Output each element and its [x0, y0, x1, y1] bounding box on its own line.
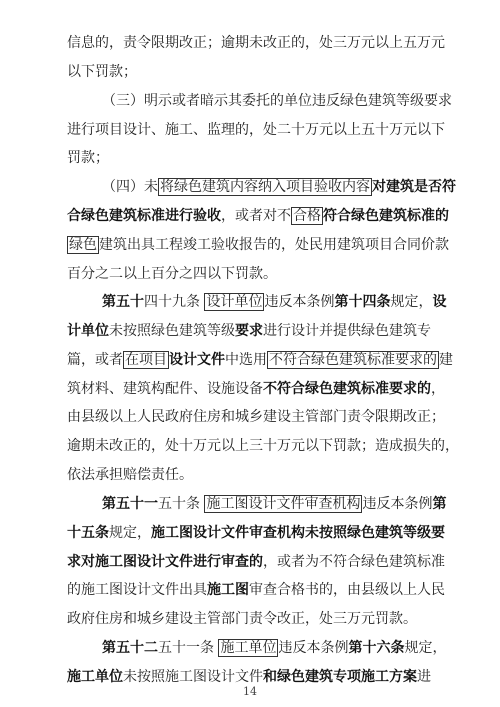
text-segment: 由县级以上人民政府住房和城乡建设主管部门责令限期改正；	[67, 409, 445, 425]
bold-text: 第五十二	[102, 640, 158, 656]
text-segment: 筑材料、建筑构配件、设施设备	[67, 381, 263, 397]
bold-text: 设计文件	[169, 352, 225, 368]
boxed-annotation: 不符合绿色建筑标准要求的	[269, 352, 437, 368]
text-segment: 百分之二以上百分之四以下罚款。	[67, 266, 277, 282]
boxed-annotation: 在项目	[125, 352, 167, 368]
text-line	[0, 667, 500, 687]
text-segment: 依法承担赔偿责任。	[67, 467, 193, 483]
text-segment: ，或者为不符合绿色建筑标准	[263, 554, 445, 570]
text-line	[0, 33, 500, 53]
text-segment: 进行项目设计、施工、监理的，处二十万元以上五十万元以下	[67, 122, 445, 138]
text-line	[0, 350, 500, 370]
text-segment: 信息的，责令限期改正；逾期未改正的，处三万元以上五万元	[67, 35, 445, 51]
text-segment: （四）未	[102, 179, 158, 195]
bold-text: 求对施工图设计文件进行审查的	[67, 554, 263, 570]
bold-text: 对建筑是否符	[372, 179, 456, 195]
text-line	[0, 638, 500, 658]
text-segment: 规定，	[109, 525, 151, 541]
text-segment: 建筑出具工程竣工验收报告的，处民用建筑项目合同价款	[99, 237, 449, 253]
bold-text: 施工图	[207, 582, 249, 598]
bold-text: 第	[432, 496, 447, 512]
text-segment: 违反本条例	[362, 496, 433, 512]
text-segment: 四十九条	[144, 294, 200, 310]
text-line	[0, 494, 500, 514]
text-segment: 未按照施工图设计文件	[123, 669, 263, 685]
bold-text: 第五十一	[102, 496, 158, 512]
bold-text: 要求	[235, 323, 263, 339]
text-line	[0, 148, 500, 168]
boxed-annotation: 将绿色建筑内容纳入项目验收内容	[160, 179, 370, 195]
text-segment: 审查合格书的，由县级以上人民	[249, 582, 445, 598]
text-segment: 违反本条例	[264, 294, 335, 310]
text-segment: 的施工图设计文件出具	[67, 582, 207, 598]
text-line	[0, 91, 500, 111]
bold-text: 符合绿色建筑标准的	[323, 208, 449, 224]
text-line	[0, 436, 500, 456]
boxed-annotation: 绿色	[69, 237, 97, 253]
bold-text: 合绿色建筑标准进行验收	[67, 208, 221, 224]
text-line	[0, 292, 500, 312]
text-line	[0, 235, 500, 255]
bold-text: 不符合绿色建筑标准要求的	[263, 381, 431, 397]
text-line	[0, 465, 500, 485]
text-segment: 篇，或者	[67, 352, 123, 368]
bold-text: 第五十	[102, 294, 144, 310]
text-segment: 未按照绿色建筑等级	[109, 323, 235, 339]
bold-text: 第十四条	[334, 294, 391, 310]
text-segment: 政府住房和城乡建设主管部门责令改正，处三万元罚款。	[67, 611, 417, 627]
bold-text: 施工图设计文件审查机构未按照绿色建筑等级要	[151, 525, 445, 541]
text-line	[0, 552, 500, 572]
bold-text: 十五条	[67, 525, 109, 541]
text-line	[0, 407, 500, 427]
boxed-annotation: 施工图设计文件审查机构	[206, 496, 361, 512]
text-line	[0, 62, 500, 82]
text-segment: （三）明示或者暗示其委托的单位违反绿色建筑等级要求	[102, 93, 452, 109]
text-segment: 建	[439, 352, 453, 368]
text-segment: 中选用	[225, 352, 267, 368]
boxed-annotation: 设计单位	[206, 294, 263, 310]
text-segment: 以下罚款；	[67, 64, 137, 80]
text-segment: 逾期未改正的，处十万元以上三十万元以下罚款；造成损失的，	[67, 438, 459, 454]
bold-text: 第十六条	[348, 640, 405, 656]
page-number: 14	[243, 685, 257, 698]
text-segment: 五十一条	[158, 640, 214, 656]
text-segment: ，	[431, 381, 445, 397]
text-line	[0, 580, 500, 600]
text-line	[0, 177, 500, 197]
text-segment: 规定，	[390, 294, 433, 310]
boxed-annotation: 合格	[293, 208, 321, 224]
text-line	[0, 523, 500, 543]
boxed-annotation: 施工单位	[220, 640, 277, 656]
text-line	[0, 120, 500, 140]
bold-text: 施工单位	[67, 669, 123, 685]
bold-text: 计单位	[67, 323, 109, 339]
text-line	[0, 321, 500, 341]
bold-text: 设	[432, 294, 447, 310]
text-segment: 罚款；	[67, 150, 109, 166]
text-line	[0, 206, 500, 226]
text-segment: 五十条	[158, 496, 200, 512]
text-line	[0, 609, 500, 629]
text-segment: ，或者对不	[221, 208, 291, 224]
text-segment: 进	[417, 669, 431, 685]
bold-text: 和绿色建筑专项施工方案	[263, 669, 417, 685]
text-line	[0, 379, 500, 399]
text-segment: 进行设计并提供绿色建筑专	[263, 323, 431, 339]
text-line	[0, 264, 500, 284]
text-segment: 违反本条例	[278, 640, 349, 656]
text-segment: 规定，	[404, 640, 447, 656]
